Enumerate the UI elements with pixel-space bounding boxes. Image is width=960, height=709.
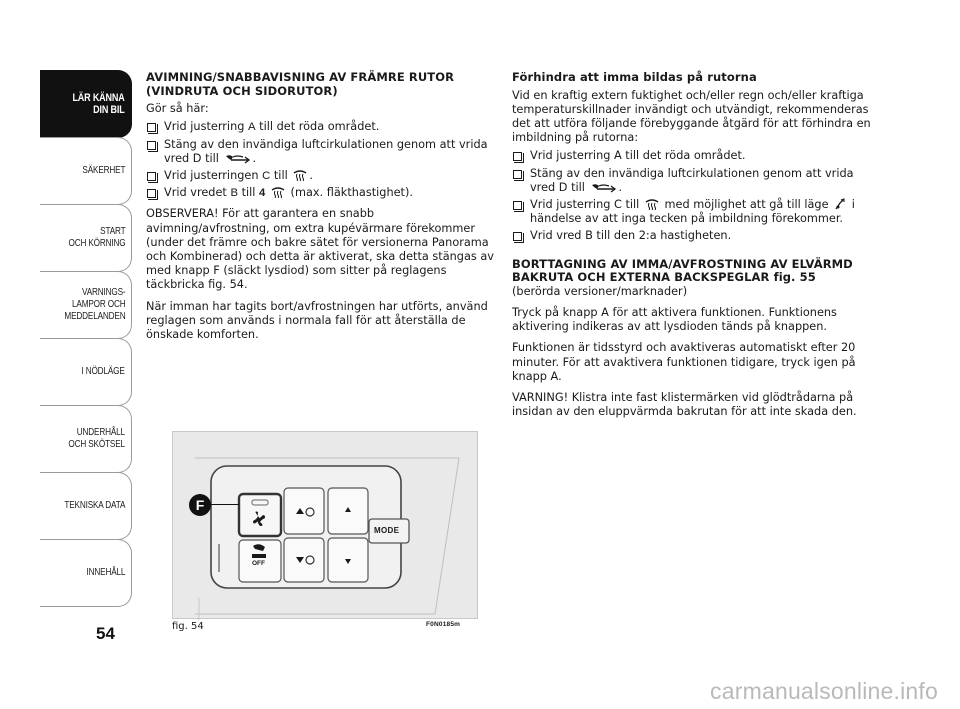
tab-i-nodlage[interactable]: I NÖDLÄGE xyxy=(40,338,132,406)
tab-lar-kanna-din-bil[interactable]: LÄR KÄNNA DIN BIL xyxy=(40,70,132,138)
watermark-text: carmanualsonline.info xyxy=(710,678,938,704)
figure-code: F0N0185m xyxy=(426,621,461,628)
checkbox-bullet-icon xyxy=(513,152,522,161)
steps-list xyxy=(512,149,882,243)
list-item: Vrid vredet B till 4 (max. fläkthastighet). xyxy=(146,186,501,200)
list-item: Vrid justerring C till med möjlighet att gå till läge i händelse av att inga tecken på imbildning förekommer. xyxy=(512,198,882,226)
callout-f-badge: F xyxy=(189,494,211,516)
figure-caption: fig. 54 xyxy=(172,621,204,632)
list-item: Vrid justerring A till det röda området. xyxy=(512,149,882,163)
tab-innehall[interactable]: INNEHÅLL xyxy=(40,539,132,607)
tab-varningslampor[interactable]: VARNINGS- LAMPOR OCH MEDDELANDEN xyxy=(40,271,132,339)
section-heading-defrost-front: AVIMNING/SNABBAVISNING AV FRÄMRE RUTOR (VINDRUTA OCH SIDORUTOR) xyxy=(146,70,455,98)
intro-text: Gör så här: xyxy=(146,102,209,116)
tab-start-och-korning[interactable]: START OCH KÖRNING xyxy=(40,204,132,272)
right-column xyxy=(512,71,882,419)
checkbox-bullet-icon xyxy=(147,141,156,150)
feet-windscreen-icon xyxy=(834,198,846,210)
checkbox-bullet-icon xyxy=(147,172,156,181)
left-column xyxy=(146,71,501,342)
page-number: 54 xyxy=(96,624,115,643)
fresh-air-intake-icon xyxy=(225,153,251,164)
list-item: Vrid vred B till den 2:a hastigheten. xyxy=(512,229,882,243)
warning-paragraph: VARNING! Klistra inte fast klistermärken vid glödtrådarna på insidan av den eluppvärmda bakrutan för att inte skada den. xyxy=(512,391,857,419)
intro-text: Vid en kraftig extern fuktighet och/eller regn och/eller kraftiga temperaturskillnader invändigt och utvändigt, rekommenderas det att utföra följande förebyggande åtgärd för att förhindra en imbildning på rutorna: xyxy=(512,88,871,145)
steps-list xyxy=(146,120,501,200)
windscreen-defrost-icon xyxy=(293,169,307,181)
list-item: Stäng av den invändiga luftcirkulationen genom att vrida vred D till . xyxy=(512,167,882,195)
list-item: Stäng av den invändiga luftcirkulationen genom att vrida vred D till . xyxy=(146,138,501,166)
windscreen-defrost-icon xyxy=(645,198,659,210)
body-paragraph: Tryck på knapp A för att aktivera funktionen. Funktionens aktivering indikeras av att lysdioden tänds på knappen. xyxy=(512,306,837,334)
fresh-air-intake-icon xyxy=(591,182,617,193)
section-heading-prevent-fog: Förhindra att imma bildas på rutorna xyxy=(512,70,757,84)
tab-underhall[interactable]: UNDERHÅLL OCH SKÖTSEL xyxy=(40,405,132,473)
callout-line xyxy=(211,504,239,505)
sub-note: (berörda versioner/marknader) xyxy=(512,284,688,298)
body-paragraph: Funktionen är tidsstyrd och avaktiveras automatiskt efter 20 minuter. För att avaktivera funktionen tidigare, tryck igen på knapp A. xyxy=(512,341,856,383)
note-paragraph: När imman har tagits bort/avfrostningen har utförts, använd reglagen som används i normala fall för att återställa de önskade komforten. xyxy=(146,299,488,342)
mode-label: MODE xyxy=(374,526,400,535)
chapter-tabs xyxy=(40,70,132,607)
checkbox-bullet-icon xyxy=(513,201,522,210)
note-paragraph: OBSERVERA! För att garantera en snabb avimning/avfrostning, om extra kupévärmare förekommer (under det främre och bakre sätet för versionerna Panorama och Kombinerad) och detta är aktiverat, ska detta stängas av med knapp F (släckt lysdiod) som sitter på reglagens täckbricka fig. 54. xyxy=(146,207,494,292)
windscreen-defrost-icon xyxy=(271,186,285,198)
control-panel-illustration xyxy=(173,432,479,620)
list-item: Vrid justerringen C till . xyxy=(146,169,501,183)
checkbox-bullet-icon xyxy=(147,189,156,198)
checkbox-bullet-icon xyxy=(513,232,522,241)
checkbox-bullet-icon xyxy=(147,123,156,132)
list-item: Vrid justerring A till det röda området. xyxy=(146,120,501,134)
off-label: OFF xyxy=(252,560,265,567)
tab-sakerhet[interactable]: SÄKERHET xyxy=(40,137,132,205)
figure-control-panel xyxy=(172,431,478,619)
section-heading-rear-defrost: BORTTAGNING AV IMMA/AVFROSTNING AV ELVÄRMD BAKRUTA OCH EXTERNA BACKSPEGLAR fig. 55 xyxy=(512,256,853,285)
checkbox-bullet-icon xyxy=(513,170,522,179)
tab-tekniska-data[interactable]: TEKNISKA DATA xyxy=(40,472,132,540)
